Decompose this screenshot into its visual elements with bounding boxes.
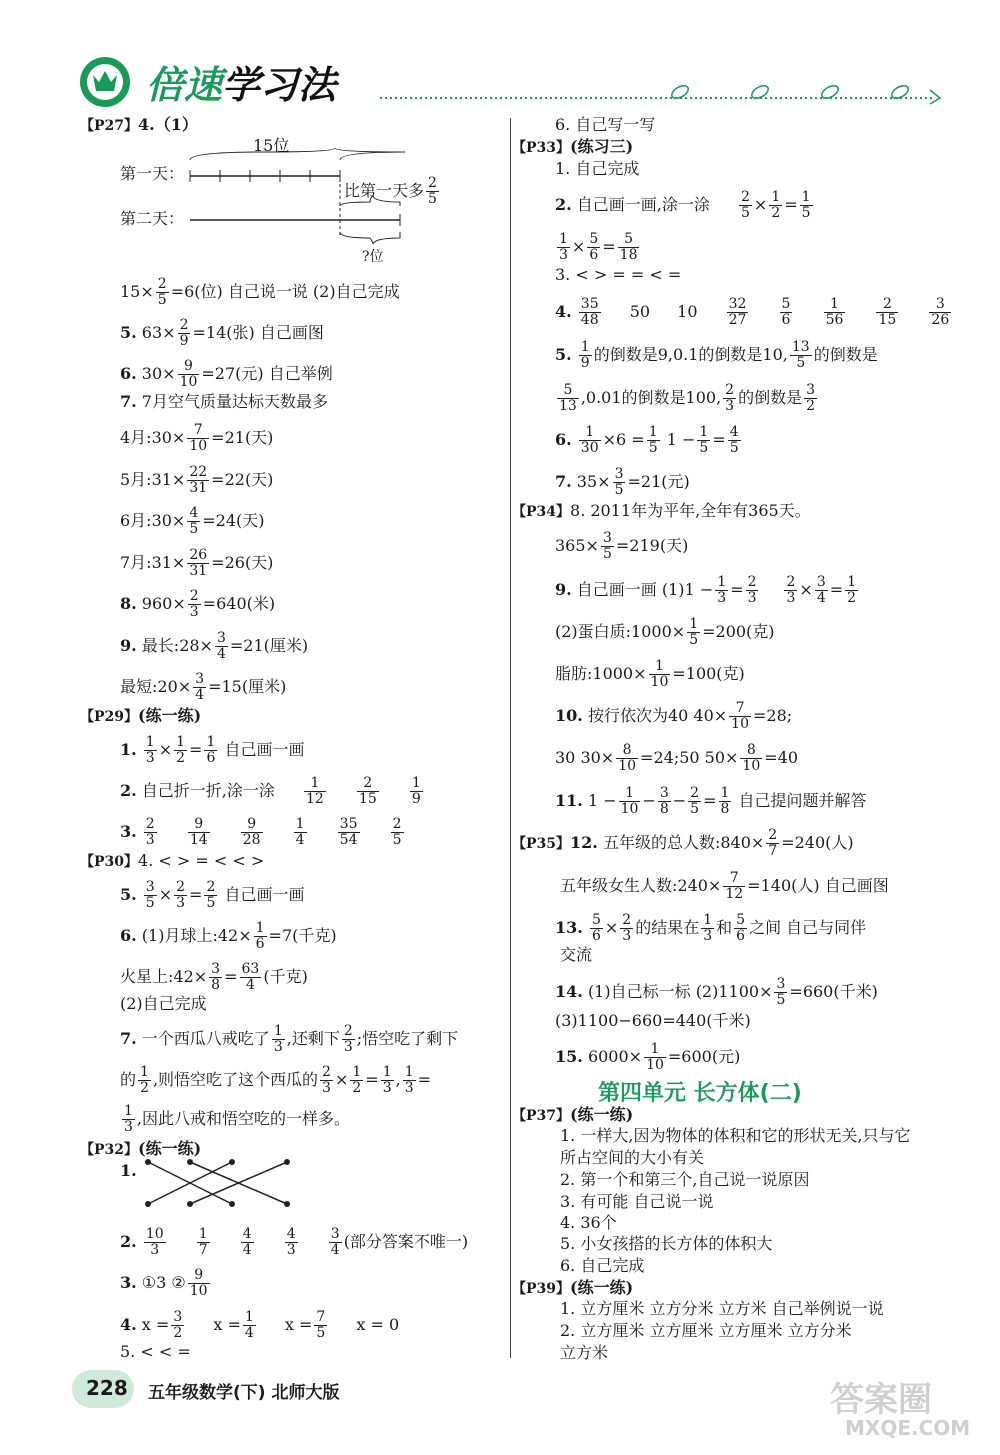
p32-q3: 3. ①3 ② $\frac{9}{10}$	[120, 1267, 208, 1299]
p29-q1: 1. $\frac{1}{3}$ × $\frac{1}{2}$ = $\frac{1}{6}$ 自己画一画	[120, 734, 305, 766]
right-q9b: (2)蛋白质:1000× $\frac{1}{5}$ =200(克)	[555, 616, 775, 648]
month-row: 4月:30× $\frac{7}{10}$ =21(天)	[120, 422, 274, 454]
p33-heading: 【P33】(练习三)	[512, 137, 634, 156]
p29-q3: 3. $\frac{2}{3}$ $\frac{9}{14}$ $\frac{9}{28}$ $\frac{1}{4}$ $\frac{35}{54}$ $\frac{2}{5}$	[120, 816, 402, 848]
p39-heading: 【P39】(练一练)	[512, 1278, 634, 1297]
p37-item: 所占空间的大小有关	[560, 1148, 705, 1167]
right-q14: 14. (1)自己标一标 (2)1100× $\frac{3}{5}$ =660(千米)	[555, 976, 878, 1008]
book-title: 五年级数学(下) 北师大版	[148, 1383, 340, 1403]
right-q3: 3. < > = = < =	[555, 265, 682, 284]
p35-heading: 【P35】12. 五年级的总人数:840× $\frac{2}{7}$ =240(人)	[512, 827, 854, 859]
left-q7: 7. 7月空气质量达标天数最多	[120, 392, 328, 411]
p34-heading: 【P34】8. 2011年为平年,全年有365天。	[512, 501, 811, 520]
brand-name-fast: 倍速	[146, 63, 223, 107]
right-q7: 7. 35× $\frac{3}{5}$ =21(元)	[555, 466, 690, 498]
diagram-more-label: 比第一天多 $\frac{2}{5}$	[344, 175, 437, 207]
right-q6: 6. 自己写一写	[555, 115, 656, 134]
p32-heading: 【P32】(练一练)	[80, 1139, 202, 1158]
p30-q5: 5. $\frac{3}{5}$ × $\frac{2}{3}$ = $\frac{2}{5}$ 自己画一画	[120, 879, 305, 911]
right-q4: 4. $\frac{35}{48}$ 50 10 $\frac{32}{27}$ $\frac{5}{6}$ $\frac{1}{56}$ $\frac{2}{15}$ $\frac{3}{26}$	[555, 296, 950, 328]
p32-q4: 4. x = $\frac{3}{2}$ x = $\frac{1}{4}$ x = $\frac{7}{5}$ x = 0	[120, 1309, 400, 1341]
p27-calc: 15× $\frac{2}{5}$ =6(位) 自己说一说 (2)自己完成	[120, 276, 400, 308]
right-q5b: $\frac{5}{13}$ ,0.01的倒数是100, $\frac{2}{3}$ 的倒数是 $\frac{3}{2}$	[559, 382, 816, 414]
month-row: 5月:31× $\frac{22}{31}$ =22(天)	[120, 464, 274, 496]
p30-q7b: 的 $\frac{1}{2}$ ,则悟空吃了这个西瓜的 $\frac{2}{3}$ × $\frac{1}{2}$ = $\frac{1}{3}$ , $\frac{1}{3}$ =	[120, 1064, 432, 1096]
p39-item: 立方米	[560, 1343, 609, 1362]
month-row: 6月:30× $\frac{4}{5}$ =24(天)	[120, 505, 265, 537]
diagram-total-label: 15位	[253, 136, 290, 155]
p37-heading: 【P37】(练一练)	[512, 1105, 634, 1124]
p37-item: 3. 有可能 自己说一说	[560, 1192, 714, 1211]
header-decoration	[380, 80, 950, 110]
right-q9c: 脂肪:1000× $\frac{1}{10}$ =100(克)	[555, 658, 745, 690]
p30-heading: 【P30】4. < > = < < >	[80, 851, 265, 870]
right-q12b: 五年级女生人数:240× $\frac{7}{12}$ =140(人) 自己画图	[560, 870, 889, 902]
right-q10b: 30 30× $\frac{8}{10}$ =24;50 50× $\frac{8}{10}$ =40	[555, 742, 799, 774]
p30-q7c: $\frac{1}{3}$ ,因此八戒和悟空吃的一样多。	[124, 1103, 351, 1135]
brand-name-method: 学习法	[222, 63, 337, 107]
p30-q7: 7. 一个西瓜八戒吃了 $\frac{1}{3}$ ,还剩下 $\frac{2}{3}$ ;悟空吃了剩下	[120, 1023, 459, 1055]
p30-q6c: (2)自己完成	[120, 994, 207, 1013]
p27-heading: 【P27】4.（1）	[80, 115, 198, 134]
right-q5: 5. $\frac{1}{9}$ 的倒数是9,0.1的倒数是10, $\frac{13}{5}$ 的倒数是	[555, 339, 878, 371]
right-q13b: 交流	[560, 945, 593, 964]
p32-q2: 2. $\frac{10}{3}$ $\frac{1}{7}$ $\frac{4}{4}$ $\frac{4}{3}$ $\frac{3}{4}$ (部分答案不唯一)	[120, 1226, 469, 1258]
p37-item: 4. 36个	[560, 1213, 617, 1232]
diagram-unknown-label: ?位	[362, 249, 384, 265]
p29-q2: 2. 自己折一折,涂一涂 $\frac{1}{12}$ $\frac{2}{15}$ $\frac{1}{9}$	[120, 775, 421, 807]
right-q13: 13. $\frac{5}{6}$ × $\frac{2}{3}$ 的结果在 $\frac{1}{3}$ 和 $\frac{5}{6}$ 之间 自己与同伴	[555, 912, 867, 944]
right-q8b: 365× $\frac{3}{5}$ =219(天)	[555, 530, 689, 562]
p32-q5: 5. < < =	[120, 1342, 191, 1361]
unit-title: 第四单元 长方体(二)	[598, 1081, 802, 1106]
column-divider	[510, 118, 511, 1358]
p37-item: 1. 一样大,因为物体的体积和它的形状无关,只与它	[560, 1126, 911, 1145]
p39-item: 1. 立方厘米 立方分米 立方米 自己举例说一说	[560, 1299, 884, 1318]
right-q6b: 6. $\frac{1}{30}$ ×6 = $\frac{1}{5}$ 1 − $\frac{1}{5}$ = $\frac{4}{5}$	[555, 424, 739, 456]
p30-q6: 6. (1)月球上:42× $\frac{1}{6}$ =7(千克)	[120, 920, 337, 952]
month-row: 7月:31× $\frac{26}{31}$ =26(天)	[120, 547, 274, 579]
p37-item: 6. 自己完成	[560, 1256, 645, 1275]
right-q9: 9. 自己画一画 (1)1 − $\frac{1}{3}$ = $\frac{2}{3}$ $\frac{2}{3}$ × $\frac{3}{4}$ = $\frac{1}{2}$	[555, 574, 857, 606]
right-q11: 11. 1 − $\frac{1}{10}$ − $\frac{3}{8}$ − $\frac{2}{5}$ = $\frac{1}{8}$ 自己提问题并解答	[555, 785, 867, 817]
page-number: 228	[86, 1376, 128, 1400]
right-q2: 2. 自己画一画,涂一涂 $\frac{2}{5}$ × $\frac{1}{2}$ = $\frac{1}{5}$	[555, 189, 811, 221]
left-q9b: 最短:20× $\frac{3}{4}$ =15(厘米)	[120, 671, 287, 703]
day2-label: 第二天：	[120, 209, 185, 228]
left-q9: 9. 最长:28× $\frac{3}{4}$ =21(厘米)	[120, 630, 309, 662]
p39-item: 2. 立方厘米 立方厘米 立方厘米 立方分米	[560, 1321, 852, 1340]
p32-q1: 1.	[120, 1161, 137, 1180]
right-q2b: $\frac{1}{3}$ × $\frac{5}{6}$ = $\frac{5}{18}$	[559, 231, 638, 263]
right-q14b: (3)1100−660=440(千米)	[555, 1011, 751, 1030]
matching-lines-diagram	[140, 1158, 300, 1210]
watermark-url: MXQE.COM	[845, 1416, 971, 1440]
watermark-logo: 答案圈	[830, 1380, 932, 1420]
p30-q6b: 火星上:42× $\frac{3}{8}$ = $\frac{63}{4}$ (千克)	[120, 961, 308, 993]
right-q15: 15. 6000× $\frac{1}{10}$ =600(元)	[555, 1041, 741, 1073]
right-q1: 1. 自己完成	[555, 159, 640, 178]
p29-heading: 【P29】(练一练)	[80, 706, 202, 725]
p37-item: 5. 小女孩搭的长方体的体积大	[560, 1234, 773, 1253]
right-q10: 10. 按行依次为40 40× $\frac{7}{10}$ =28;	[555, 700, 793, 732]
left-q8: 8. 960× $\frac{2}{3}$ =640(米)	[120, 588, 276, 620]
brand-logo-icon	[78, 55, 132, 109]
left-q5: 5. 63× $\frac{2}{9}$ =14(张) 自己画图	[120, 317, 324, 349]
day1-label: 第一天：	[120, 164, 185, 183]
p37-item: 2. 第一个和第三个,自己说一说原因	[560, 1170, 810, 1189]
left-q6: 6. 30× $\frac{9}{10}$ =27(元) 自己举例	[120, 358, 333, 390]
